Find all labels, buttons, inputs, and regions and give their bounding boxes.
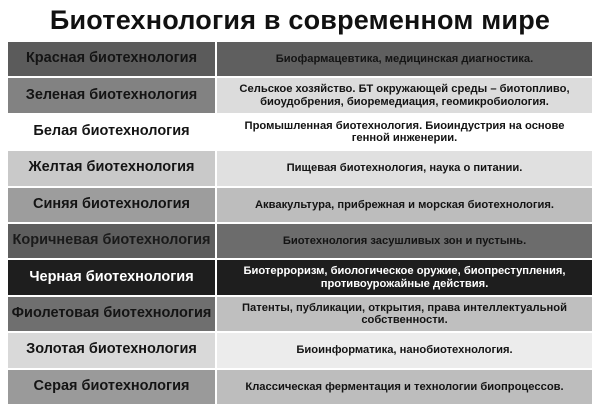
row-name: Серая биотехнология: [7, 369, 216, 405]
table-row: [7, 114, 593, 150]
row-description: Промышленная биотехнология. Биоиндустрия на основе генной инженерии.: [216, 114, 593, 150]
row-description: Пищевая биотехнология, наука о питании.: [216, 150, 593, 186]
table-row: [7, 77, 593, 113]
page-title: Биотехнология в современном мире: [49, 4, 551, 35]
row-description: Патенты, публикации, открытия, права интеллектуальной собственности.: [216, 296, 593, 332]
table-row: [7, 41, 593, 77]
row-description: Биофармацевтика, медицинская диагностика.: [216, 41, 593, 77]
row-name: Желтая биотехнология: [7, 150, 216, 186]
table-row: [7, 369, 593, 405]
table-row: [7, 259, 593, 295]
row-name: Фиолетовая биотехнология: [7, 296, 216, 332]
row-name: Синяя биотехнология: [7, 187, 216, 223]
table-row: [7, 150, 593, 186]
row-description: Классическая ферментация и технологии биопроцессов.: [216, 369, 593, 405]
row-name: Коричневая биотехнология: [7, 223, 216, 259]
row-description: Биотехнология засушливых зон и пустынь.: [216, 223, 593, 259]
table-row: [7, 187, 593, 223]
row-description: Биотерроризм, биологическое оружие, биопреступления, противоурожайные действия.: [216, 259, 593, 295]
table-row: [7, 223, 593, 259]
row-description: Сельское хозяйство. БТ окружающей среды – биотопливо, биоудобрения, биоремедиация, геомикробиология.: [216, 77, 593, 113]
biotech-table: [6, 40, 594, 406]
row-name: Черная биотехнология: [7, 259, 216, 295]
row-name: Зеленая биотехнология: [7, 77, 216, 113]
table-row: [7, 296, 593, 332]
table-row: [7, 332, 593, 368]
row-name: Золотая биотехнология: [7, 332, 216, 368]
row-description: Аквакультура, прибрежная и морская биотехнология.: [216, 187, 593, 223]
row-description: Биоинформатика, нанобиотехнология.: [216, 332, 593, 368]
row-name: Белая биотехнология: [7, 114, 216, 150]
row-name: Красная биотехнология: [7, 41, 216, 77]
